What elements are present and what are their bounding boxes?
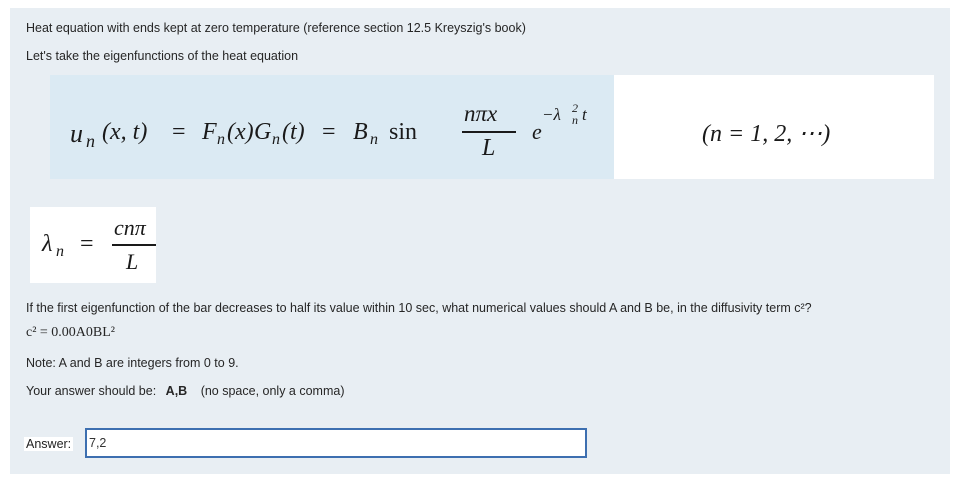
f-symbol: F	[202, 119, 217, 145]
range-box	[614, 75, 934, 179]
g-args: (t)	[282, 119, 305, 145]
b-symbol: B	[353, 119, 368, 145]
u-args: (x, t)	[102, 119, 148, 145]
g-symbol: G	[254, 119, 272, 145]
format-value: A,B	[165, 384, 188, 398]
n-range: (n = 1, 2, ⋯)	[702, 121, 831, 147]
question-prompt: If the first eigenfunction of the bar decreases to half its value within 10 sec, what numerical values should A and B be, in the diffusivity term c²?	[26, 301, 812, 315]
lambda-numerator: cnπ	[114, 215, 146, 240]
sin-function: sin	[389, 119, 418, 145]
exp-t: t	[582, 105, 587, 124]
u-symbol: u	[70, 119, 83, 148]
equals-1: =	[172, 119, 186, 145]
equals-2: =	[322, 119, 336, 145]
lambda-symbol: λ	[42, 231, 53, 257]
exp-superscript: 2	[572, 101, 578, 115]
answer-format	[26, 384, 345, 398]
lambda-denominator: L	[126, 249, 139, 274]
exp-subscript: n	[572, 113, 578, 127]
exp-base: e	[532, 119, 542, 144]
question-title: Heat equation with ends kept at zero temperature (reference section 12.5 Kreyszig's book)	[26, 21, 526, 35]
format-hint: (no space, only a comma)	[200, 384, 345, 398]
fraction-bar	[462, 131, 516, 133]
lambda-fraction-bar	[112, 244, 156, 246]
b-subscript: n	[370, 131, 378, 148]
format-label: Your answer should be:	[26, 384, 157, 398]
lambda-subscript: n	[56, 243, 64, 260]
diffusivity-formula: c² = 0.00A0BL²	[26, 325, 116, 340]
g-subscript: n	[272, 131, 280, 148]
answer-row	[24, 428, 592, 464]
equation-box	[50, 75, 614, 179]
lambda-equals: =	[80, 231, 94, 257]
fraction-numerator: nπx	[464, 101, 498, 126]
fraction-denominator: L	[482, 135, 496, 161]
f-subscript: n	[217, 131, 225, 148]
f-args: (x)	[227, 119, 254, 145]
lambda-equation	[30, 207, 156, 283]
note-text: Note: A and B are integers from 0 to 9.	[26, 356, 239, 370]
answer-input[interactable]	[85, 428, 587, 458]
exp-lambda: −λ	[542, 105, 561, 124]
answer-label: Answer:	[26, 437, 72, 451]
question-intro: Let's take the eigenfunctions of the heat equation	[26, 49, 299, 63]
u-subscript: n	[86, 131, 95, 151]
